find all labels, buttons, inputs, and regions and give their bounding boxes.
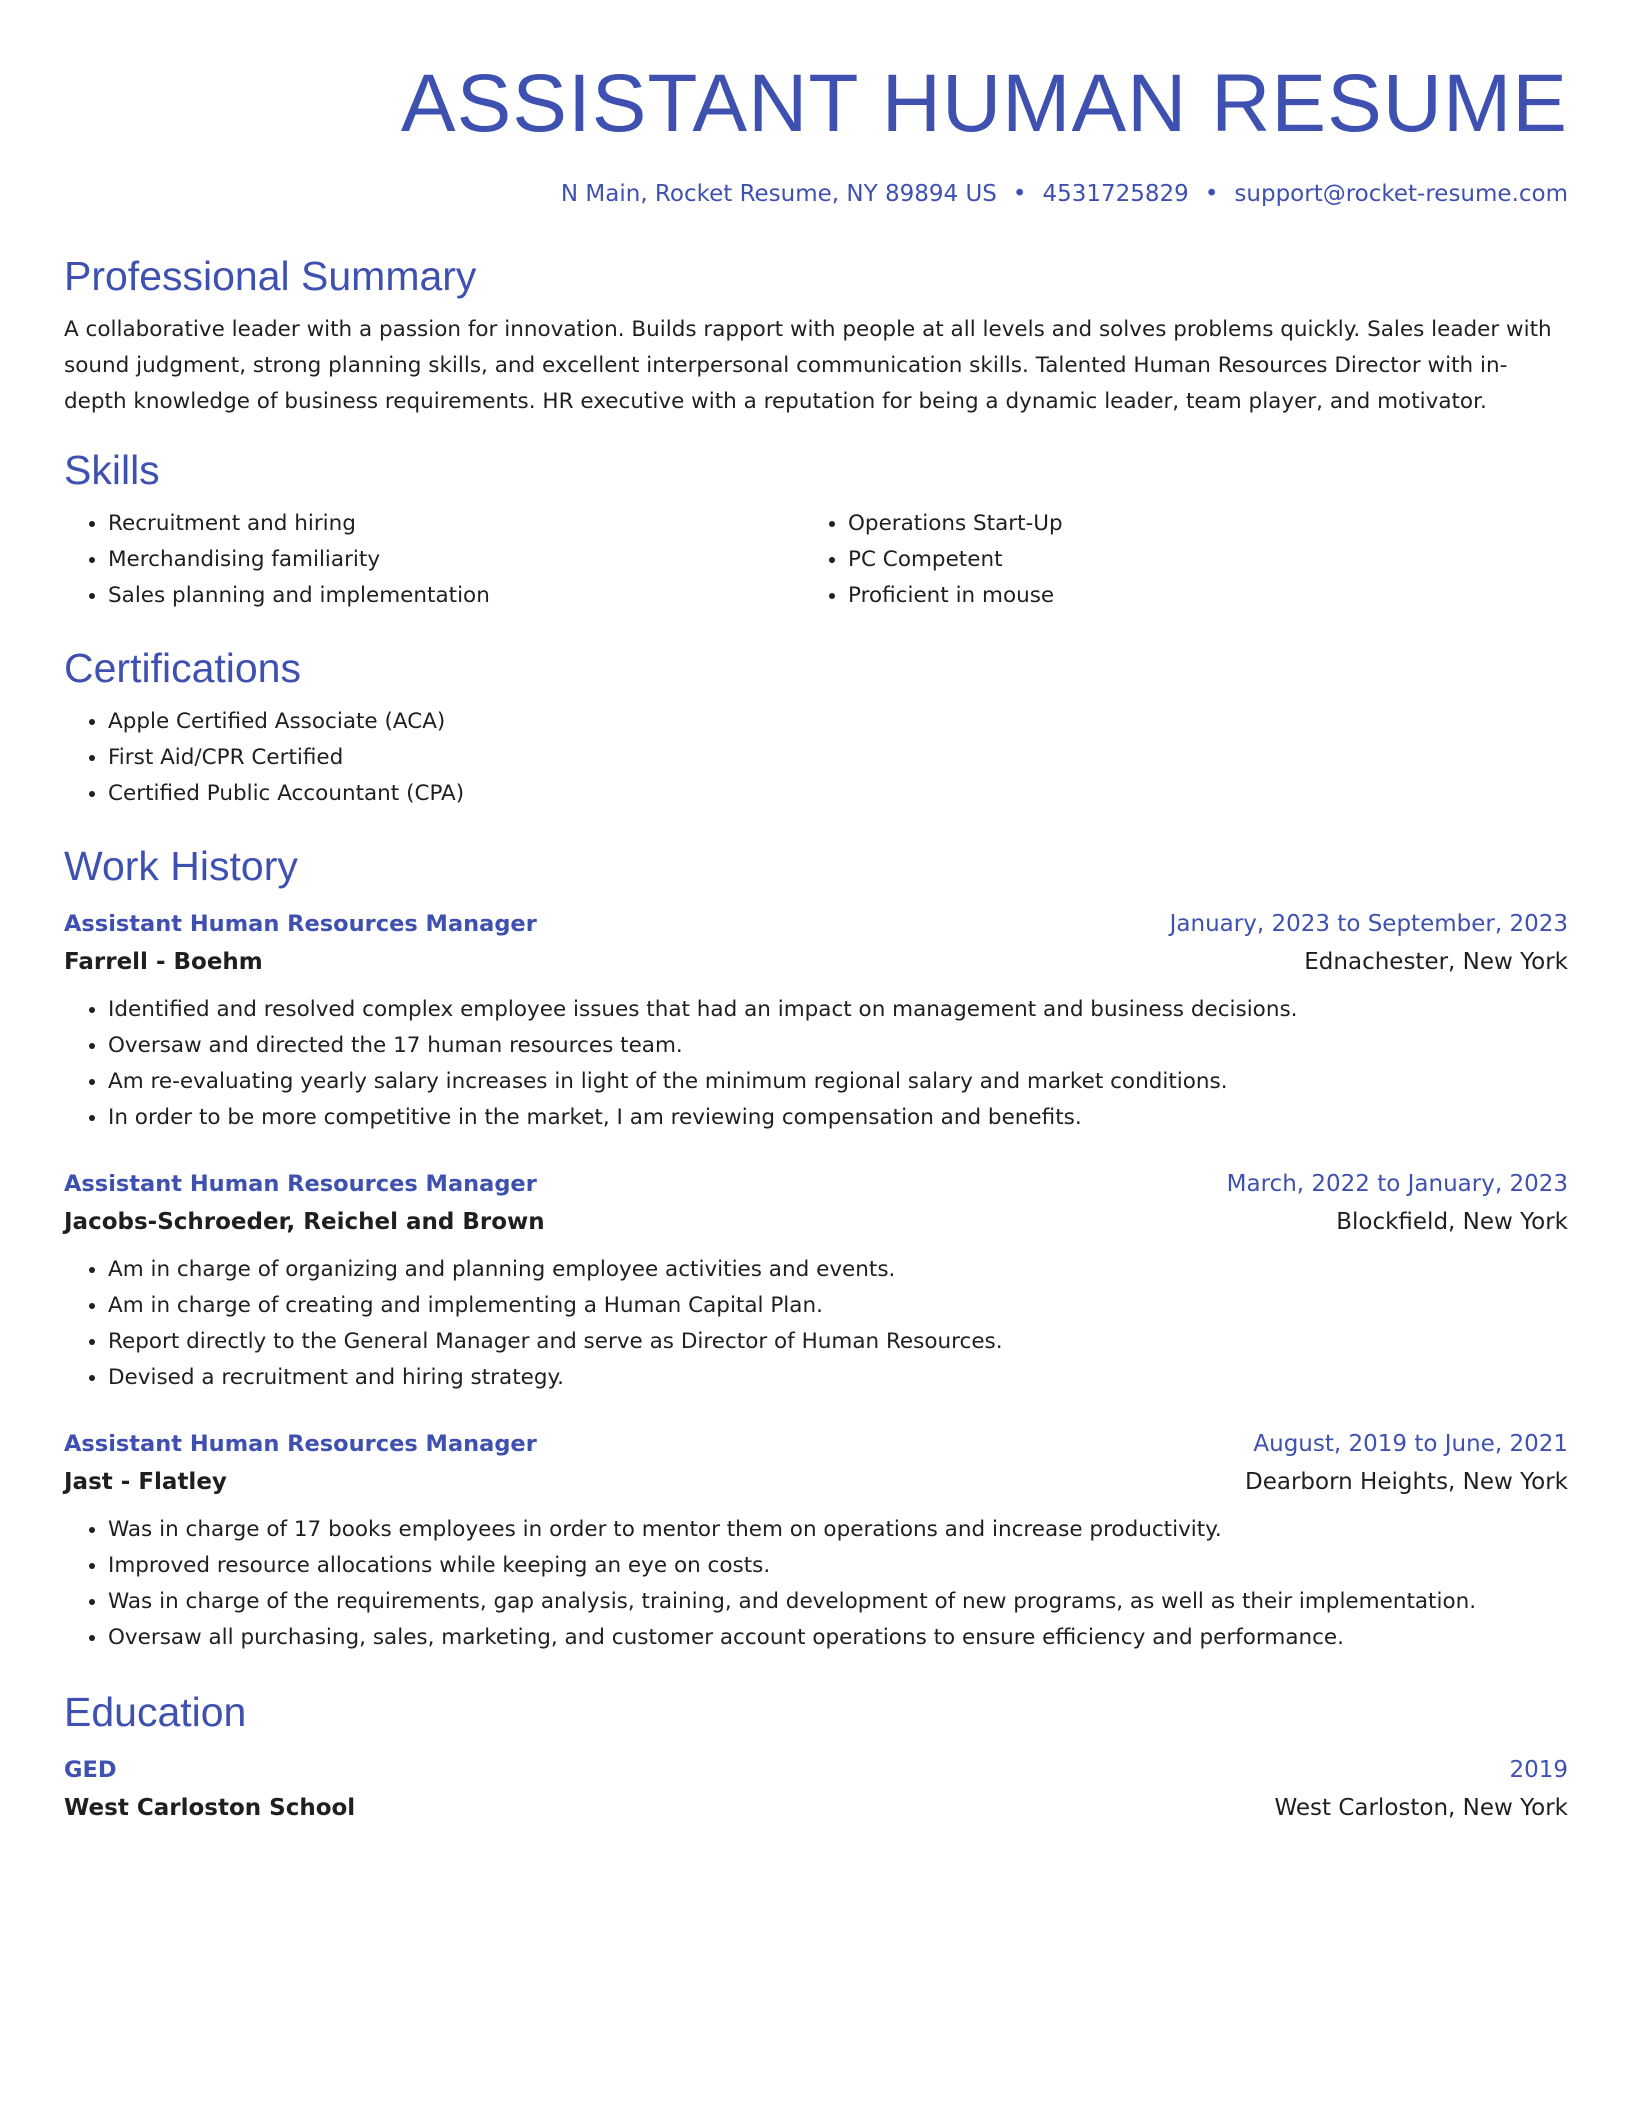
job-bullet: • Am in charge of organizing and planning employee activities and events. [108,1252,1568,1288]
education-school: West Carloston School [64,1795,356,1821]
job-bullet: • Improved resource allocations while keeping an eye on costs. [108,1548,1568,1584]
job-company-row [64,1202,1568,1242]
job-bullet: • Oversaw all purchasing, sales, marketing, and customer account operations to ensure efficiency and performance. [108,1620,1568,1656]
contact-line [64,178,1568,210]
certification-item: • First Aid/CPR Certified [108,740,1568,776]
summary-text: A collaborative leader with a passion for innovation. Builds rapport with people at all levels and solves problems quickly. Sales leader with sound judgment, strong planning skills, and excellent interpersonal communication skills. Talented Human Resources Director with in-depth knowledge of business requirements. HR executive with a reputation for being a dynamic leader, team player, and motivator. [64,317,1552,414]
job-dates: August, 2019 to June, 2021 [1253,1431,1568,1457]
certifications-section [64,642,1568,812]
job-dates: March, 2022 to January, 2023 [1226,1171,1568,1197]
job-location: Ednachester, New York [1304,949,1568,975]
job-bullets [64,1512,1568,1656]
job-bullet: • Oversaw and directed the 17 human resources team. [108,1028,1568,1064]
contact-separator: • [1204,181,1219,207]
section-title-skills: Skills [64,447,160,493]
job-title: Assistant Human Resources Manager [64,1431,537,1457]
skill-item: • Recruitment and hiring [108,506,804,542]
work-history-section [64,840,1568,1656]
education-section [64,1686,1568,1828]
job-title: Assistant Human Resources Manager [64,911,537,937]
skill-item: • Operations Start-Up [848,506,1544,542]
skill-item: • Proficient in mouse [848,578,1544,614]
job-bullet: • Am in charge of creating and implementing a Human Capital Plan. [108,1288,1568,1324]
education-school-row [64,1788,1568,1828]
job-header-row [64,1166,1568,1202]
job-company: Jast - Flatley [64,1469,227,1495]
job-title: Assistant Human Resources Manager [64,1171,537,1197]
job-entry [64,906,1568,1136]
job-header-row [64,1426,1568,1462]
job-header-row [64,906,1568,942]
job-company-row [64,942,1568,982]
job-entry [64,1426,1568,1656]
skills-grid [64,506,1568,614]
job-company: Farrell - Boehm [64,949,263,975]
job-company-row [64,1462,1568,1502]
skills-section [64,444,1568,614]
job-bullet: • Was in charge of the requirements, gap analysis, training, and development of new programs, as well as their implementation. [108,1584,1568,1620]
contact-email[interactable]: support@rocket-resume.com [1234,181,1568,207]
resume-header [64,0,1568,210]
contact-phone: 4531725829 [1042,181,1189,207]
education-header-row [64,1752,1568,1788]
job-company: Jacobs-Schroeder, Reichel and Brown [64,1209,545,1235]
education-entry [64,1752,1568,1828]
job-dates: January, 2023 to September, 2023 [1169,911,1568,937]
education-year: 2019 [1509,1757,1568,1783]
job-bullets [64,992,1568,1136]
job-bullet: • Report directly to the General Manager and serve as Director of Human Resources. [108,1324,1568,1360]
section-title-education: Education [64,1689,247,1735]
resume-name: ASSISTANT HUMAN RESUME [400,58,1568,149]
job-entry [64,1166,1568,1396]
skills-column-left [64,506,804,614]
job-bullet: • Am re-evaluating yearly salary increases in light of the minimum regional salary and market conditions. [108,1064,1568,1100]
section-title-summary: Professional Summary [64,253,477,299]
job-bullet: • Devised a recruitment and hiring strategy. [108,1360,1568,1396]
certification-item: • Certified Public Accountant (CPA) [108,776,1568,812]
job-bullet: • In order to be more competitive in the market, I am reviewing compensation and benefits. [108,1100,1568,1136]
certification-item: • Apple Certified Associate (ACA) [108,704,1568,740]
job-location: Blockfield, New York [1336,1209,1568,1235]
skill-item: • Merchandising familiarity [108,542,804,578]
job-bullets [64,1252,1568,1396]
certifications-list [64,704,1568,812]
job-bullet: • Identified and resolved complex employee issues that had an impact on management and business decisions. [108,992,1568,1028]
summary-section [64,250,1568,420]
section-title-certifications: Certifications [64,645,301,691]
skill-item: • PC Competent [848,542,1544,578]
job-location: Dearborn Heights, New York [1245,1469,1568,1495]
skill-item: • Sales planning and implementation [108,578,804,614]
job-bullet: • Was in charge of 17 books employees in order to mentor them on operations and increase productivity. [108,1512,1568,1548]
education-degree: GED [64,1757,117,1783]
section-title-work-history: Work History [64,843,298,889]
education-location: West Carloston, New York [1274,1795,1568,1821]
skills-column-right [804,506,1544,614]
contact-separator: • [1012,181,1027,207]
contact-address: N Main, Rocket Resume, NY 89894 US [560,181,997,207]
